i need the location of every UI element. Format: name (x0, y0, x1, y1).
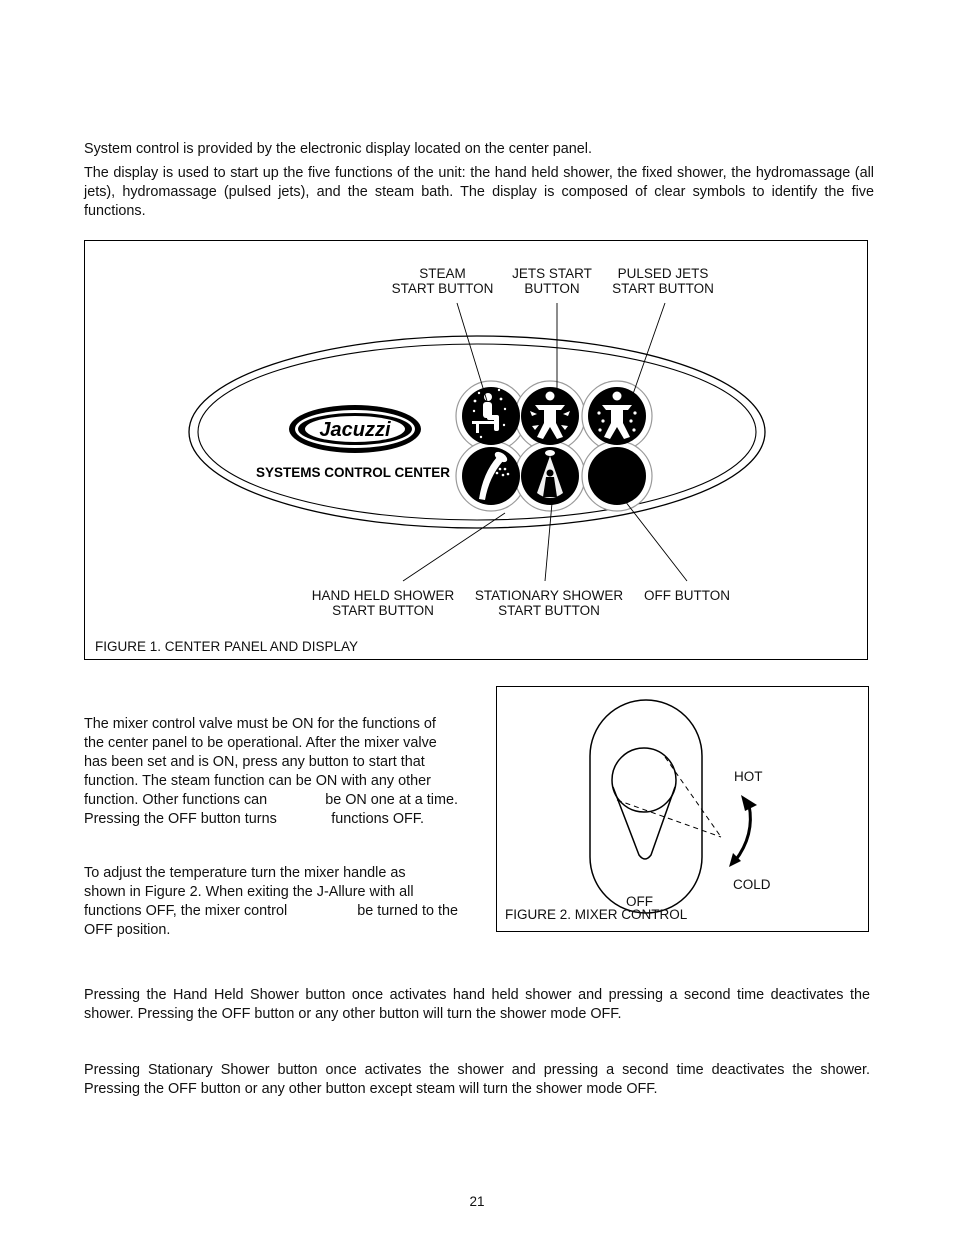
hand-held-shower-start-button[interactable] (462, 447, 520, 505)
mixer-handle-hot-position (617, 757, 721, 837)
figure-1-center-panel (84, 240, 868, 660)
mixer-body-outline (590, 700, 702, 913)
figure-1-caption: FIGURE 1. CENTER PANEL AND DISPLAY (95, 639, 359, 654)
off-label: OFF (626, 894, 653, 909)
steam-start-button[interactable] (462, 387, 520, 445)
hand-held-shower-label: HAND HELD SHOWER START BUTTON (311, 588, 455, 618)
panel-title: SYSTEMS CONTROL CENTER (255, 465, 451, 480)
stationary-shower-paragraph: Pressing Stationary Shower button once activates the shower and pressing a second time deactivates the shower. Pressing the OFF button or any other button except steam will turn the shower mode OFF. (84, 1062, 870, 1097)
intro-paragraph-2: The display is used to start up the five functions of the unit: the hand held shower, the fixed shower, the hydromassage (all jets), hydromassage (pulsed jets), and the steam bath. The display is composed of clear symbols to identify the five functions. (84, 165, 874, 219)
jacuzzi-logo (289, 405, 421, 453)
hand-held-shower-paragraph: Pressing the Hand Held Shower button once activates hand held shower and pressing a second time deactivates the shower. Pressing the OFF button or any other button will turn the shower mode OFF. (84, 987, 870, 1022)
stationary-shower-start-button[interactable] (521, 447, 579, 505)
mixer-handle[interactable] (612, 748, 676, 859)
mixer-control-paragraph: The mixer control valve must be ON for the functions of the center panel to be operational. After the mixer valve has been set and is ON, press any button to start that function. The steam function can be ON with any other function. Other functions can be ON one at a time. Pressing the OFF button turns functions OFF. (84, 716, 458, 827)
pulsed-jets-button-label: PULSED JETS START BUTTON (612, 266, 714, 296)
off-button[interactable] (588, 447, 646, 505)
figure-2-caption: FIGURE 2. MIXER CONTROL (505, 907, 688, 922)
hot-label: HOT (734, 769, 763, 784)
steam-button-label: STEAM START BUTTON (391, 266, 494, 296)
jets-start-button[interactable] (521, 387, 579, 445)
mixer-control-diagram (497, 687, 870, 933)
temperature-paragraph: To adjust the temperature turn the mixer handle as shown in Figure 2. When exiting the J-Allure with all functions OFF, the mixer control be turned to the OFF position. (84, 865, 458, 938)
pulsed-jets-start-button[interactable] (588, 387, 646, 445)
cold-label: COLD (733, 877, 771, 892)
logo-text: Jacuzzi (319, 419, 391, 441)
intro-paragraph-1: System control is provided by the electronic display located on the center panel. (84, 141, 592, 157)
temperature-direction-arrow (729, 795, 757, 867)
jets-button-label: JETS START BUTTON (512, 266, 592, 296)
off-button-label: OFF BUTTON (644, 588, 730, 603)
stationary-shower-label: STATIONARY SHOWER START BUTTON (474, 588, 624, 618)
figure-2-mixer-control (496, 686, 869, 932)
page-number: 21 (469, 1194, 485, 1209)
